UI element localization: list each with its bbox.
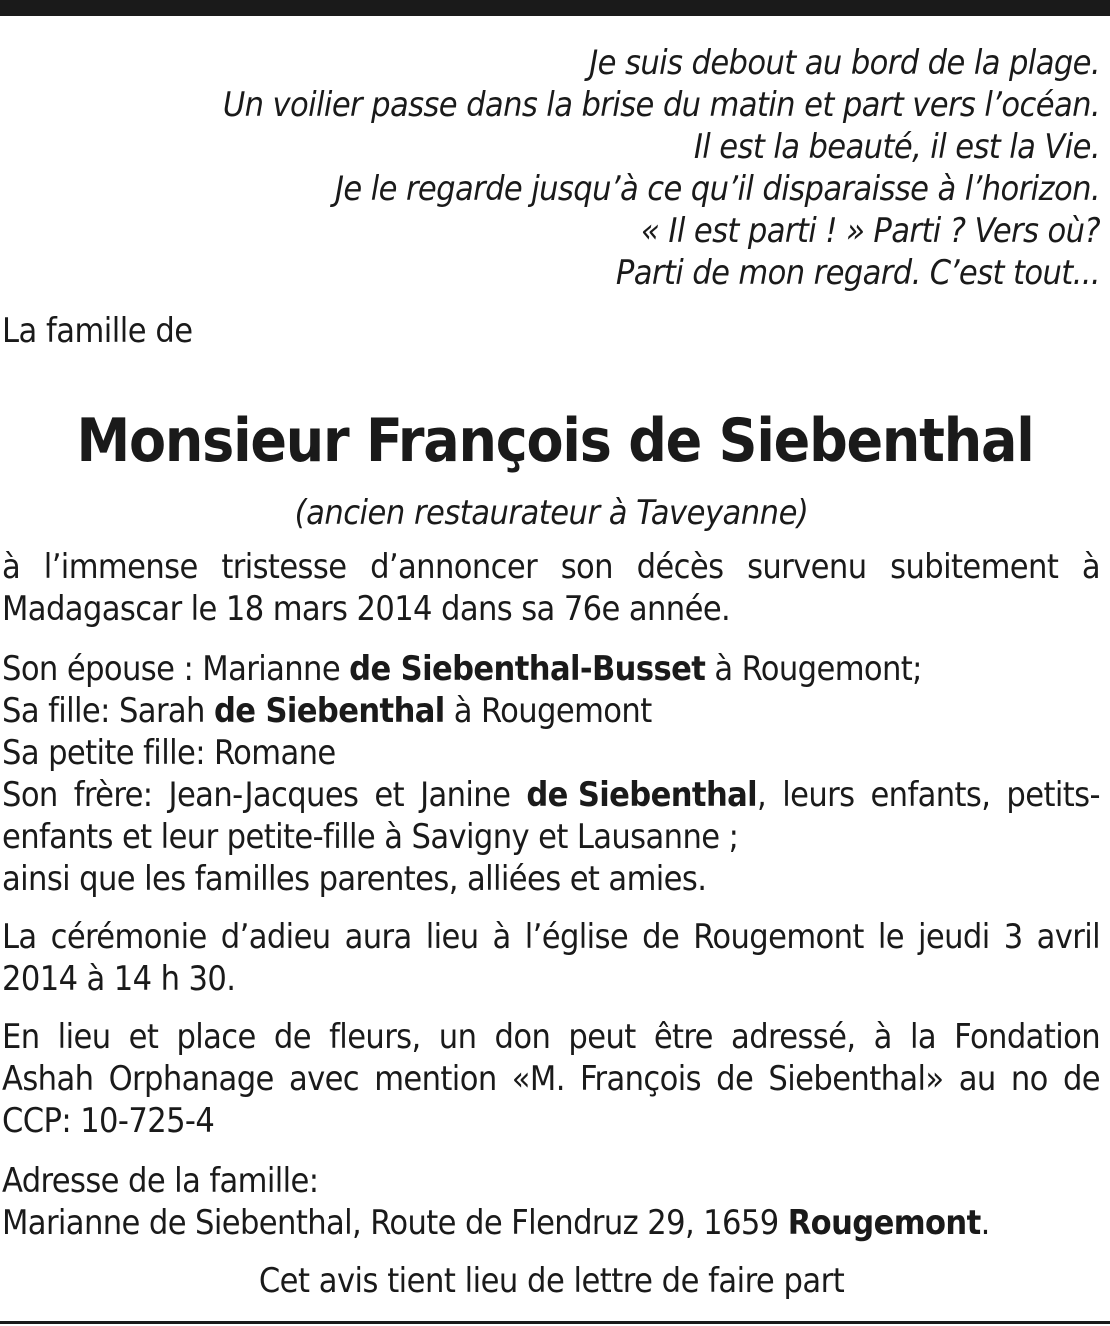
donation-line: Ashah Orphanage avec mention «M. François de Siebenthal» au no de xyxy=(2,1059,1100,1099)
poem xyxy=(100,42,1100,294)
deceased-occupation: (ancien restaurateur à Taveyanne) xyxy=(294,493,809,533)
bottom-rule xyxy=(0,1321,1110,1324)
family-spouse xyxy=(2,648,1100,690)
brother-word: frère: xyxy=(73,775,153,815)
address-town: Rougemont xyxy=(787,1203,981,1243)
family-others: ainsi que les familles parentes, alliées et amies. xyxy=(2,859,707,899)
address-street: Marianne de Siebenthal, Route de Flendruz 29, 1659 xyxy=(2,1203,788,1243)
address-line xyxy=(2,1202,1100,1244)
announcement-line: à l’immense tristesse d’annoncer son décès survenu subitement à xyxy=(2,547,1100,587)
donation-paragraph xyxy=(2,1016,1100,1142)
announcement-line: Madagascar le 18 mars 2014 dans sa 76e année. xyxy=(2,589,731,629)
deceased-name: Monsieur François de Siebenthal xyxy=(76,406,1034,476)
family-daughter-text: Sa fille: Sarah xyxy=(2,691,214,731)
family-daughter-surname: de Siebenthal xyxy=(213,691,445,731)
family-spouse-surname: de Siebenthal-Busset xyxy=(349,649,706,689)
family-brother xyxy=(2,774,1100,816)
brother-word: Jean-Jacques xyxy=(168,775,359,815)
address-label: Adresse de la famille: xyxy=(2,1161,319,1201)
donation-line: CCP: 10-725-4 xyxy=(2,1101,215,1141)
ceremony-paragraph xyxy=(2,916,1100,1000)
family-daughter xyxy=(2,690,1100,732)
brother-word: et xyxy=(374,775,405,815)
donation-line: En lieu et place de fleurs, un don peut être adressé, à la Fondation xyxy=(2,1017,1100,1057)
brother-word: leurs xyxy=(782,775,855,815)
brother-word: Son xyxy=(2,775,58,815)
family-spouse-text: Son épouse : Marianne xyxy=(2,649,350,689)
address-end: . xyxy=(980,1203,990,1243)
family-brother-continued: enfants et leur petite-fille à Savigny et Lausanne ; xyxy=(2,817,739,857)
family-daughter-place: à Rougemont xyxy=(444,691,652,731)
family-granddaughter: Sa petite fille: Romane xyxy=(2,733,336,773)
closing-note: Cet avis tient lieu de lettre de faire part xyxy=(258,1261,845,1301)
intro-text: La famille de xyxy=(2,311,193,351)
address-paragraph xyxy=(2,1160,1100,1244)
brother-word: de Siebenthal, xyxy=(526,775,767,815)
ceremony-line: La cérémonie d’adieu aura lieu à l’église de Rougemont le jeudi 3 avril xyxy=(2,917,1100,957)
announcement-paragraph xyxy=(2,546,1100,630)
family-paragraph xyxy=(2,648,1100,900)
poem-line: Je le regarde jusqu’à ce qu’il disparaisse à l’horizon. xyxy=(334,169,1100,209)
poem-line: Un voilier passe dans la brise du matin et part vers l’océan. xyxy=(222,85,1100,125)
ceremony-line: 2014 à 14 h 30. xyxy=(2,959,236,999)
top-rule xyxy=(0,0,1110,16)
brother-word: petits- xyxy=(1006,775,1100,815)
brother-word: Janine xyxy=(420,775,511,815)
poem-line: Parti de mon regard. C’est tout... xyxy=(615,253,1100,293)
family-spouse-place: à Rougemont; xyxy=(705,649,922,689)
poem-line: « Il est parti ! » Parti ? Vers où? xyxy=(641,211,1100,251)
poem-line: Je suis debout au bord de la plage. xyxy=(589,43,1100,83)
poem-line: Il est la beauté, il est la Vie. xyxy=(693,127,1100,167)
family-brother-surname: de Siebenthal xyxy=(526,775,758,815)
brother-word: enfants, xyxy=(870,775,991,815)
